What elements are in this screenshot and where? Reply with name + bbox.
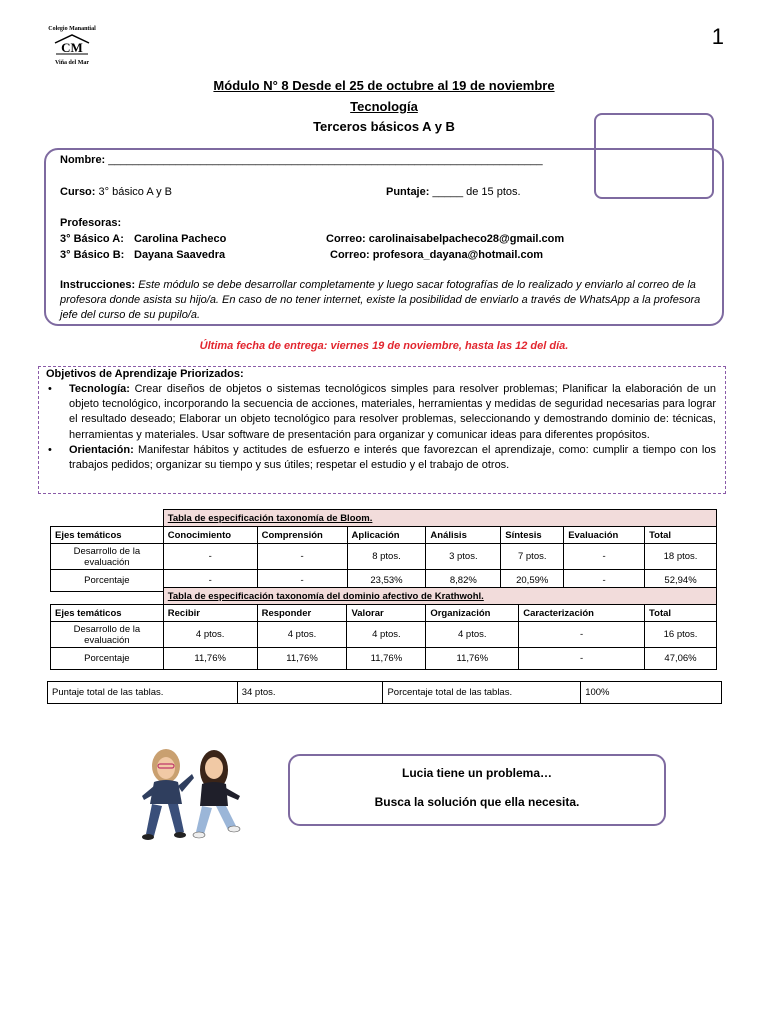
table-row — [51, 622, 717, 648]
table-cell: - — [519, 622, 645, 648]
table-cell: - — [257, 570, 347, 592]
score-field[interactable] — [386, 186, 521, 198]
teacher-b-course: 3° Básico B: — [60, 249, 125, 261]
table-cell: Porcentaje — [51, 570, 164, 592]
objective-label: Orientación: — [69, 443, 134, 456]
table-header: Ejes temáticos — [51, 605, 164, 622]
table-cell: 8,82% — [426, 570, 501, 592]
table-cell: 3 ptos. — [426, 544, 501, 570]
teacher-b-email — [330, 249, 543, 261]
teacher-b-name: Dayana Saavedra — [134, 249, 226, 261]
module-title: Módulo N° 8 Desde el 25 de octubre al 19 de noviembre — [213, 78, 555, 93]
teacher-a-course: 3° Básico A: — [60, 233, 124, 245]
table-cell: 20,59% — [501, 570, 564, 592]
bullet-icon: • — [48, 443, 52, 456]
table-cell: - — [163, 570, 257, 592]
table-cell: - — [564, 570, 645, 592]
table-header: Valorar — [347, 605, 426, 622]
table-cell: 11,76% — [347, 648, 426, 670]
bloom-header-row — [51, 527, 717, 544]
teacher-a-email-label: Correo: — [326, 233, 366, 245]
table-cell: - — [257, 544, 347, 570]
score-label: Puntaje: — [386, 186, 430, 198]
table-cell: 11,76% — [163, 648, 257, 670]
table-header: Recibir — [163, 605, 257, 622]
school-logo — [38, 26, 106, 72]
name-field[interactable] — [60, 154, 543, 166]
lucia-line-2: Busca la solución que ella necesita. — [374, 795, 580, 809]
teacher-b-email-label: Correo: — [330, 249, 370, 261]
bloom-caption: Tabla de especificación taxonomía de Bloom. — [163, 510, 716, 527]
table-row — [51, 648, 717, 670]
table-cell: Desarrollo de la evaluación — [51, 622, 164, 648]
table-header: Análisis — [426, 527, 501, 544]
table-header: Conocimiento — [163, 527, 257, 544]
course-label: Curso: — [60, 186, 96, 198]
grade-title: Terceros básicos A y B — [313, 119, 455, 134]
objective-text: Manifestar hábitos y actitudes de esfuerzo e interés que favorezcan el aprendizaje, como: cumplir a tiempo con los trabajos pedidos; organizar su tiempo y sus útiles; respetar el estudio y el trabajo de otros. — [69, 443, 716, 472]
table-header: Comprensión — [257, 527, 347, 544]
table-cell: - — [163, 544, 257, 570]
krathwohl-caption: Tabla de especificación taxonomía del dominio afectivo de Krathwohl. — [163, 588, 716, 605]
table-cell: 7 ptos. — [501, 544, 564, 570]
table-cell: Desarrollo de la evaluación — [51, 544, 164, 570]
table-header: Ejes temáticos — [51, 527, 164, 544]
teacher-a-name: Carolina Pacheco — [134, 233, 227, 245]
totals-table — [47, 681, 722, 704]
table-header: Aplicación — [347, 527, 426, 544]
objectives-title: Objetivos de Aprendizaje Priorizados: — [46, 368, 244, 380]
lucia-line-1: Lucia tiene un problema… — [401, 766, 553, 780]
table-cell: 4 ptos. — [426, 622, 519, 648]
logo-mark — [52, 33, 92, 55]
total-percent-value: 100% — [581, 682, 722, 704]
objectives-list — [46, 382, 716, 473]
instructions — [60, 278, 720, 323]
table-cell: - — [519, 648, 645, 670]
course-value: 3° básico A y B — [98, 186, 173, 198]
total-points-value: 34 ptos. — [237, 682, 383, 704]
table-header: Responder — [257, 605, 347, 622]
table-cell: 8 ptos. — [347, 544, 426, 570]
course-field — [60, 186, 172, 198]
total-points-label: Puntaje total de las tablas. — [48, 682, 238, 704]
krathwohl-header-row — [51, 605, 717, 622]
teacher-b-email-value: profesora_dayana@hotmail.com — [372, 249, 544, 261]
instructions-label: Instrucciones: — [60, 279, 136, 291]
objective-text: Crear diseños de objetos o sistemas tecnológicos simples para resolver problemas; Planificar la elaboración de un objeto tecnológico, incorporando la secuencia de acciones, materiales, herramientas y medidas de seguridad necesarias para lograr el resultado deseado; Elaborar un objeto tecnológico para resolver problemas, seleccionando y demostrando dominio de: técnicas, herramientas y materiales. Usar software de presentación para organizar y comunicar ideas para diferentes propósitos. — [69, 383, 717, 441]
table-header: Evaluación — [564, 527, 645, 544]
table-header: Organización — [426, 605, 519, 622]
logo-top-text: Colegio Manantial — [48, 26, 96, 32]
teachers-label: Profesoras: — [60, 217, 122, 229]
objective-label: Tecnología: — [69, 383, 130, 395]
specification-table — [50, 509, 717, 592]
lucia-box — [288, 754, 666, 826]
table-cell: Porcentaje — [51, 648, 164, 670]
svg-text:CM: CM — [61, 40, 83, 55]
table-cell: 4 ptos. — [347, 622, 426, 648]
bullet-icon: • — [48, 383, 52, 395]
total-percent-label: Porcentaje total de las tablas. — [383, 682, 581, 704]
table-row — [48, 682, 722, 704]
score-value: _____ de 15 ptos. — [432, 186, 521, 198]
table-cell: 52,94% — [645, 570, 717, 592]
table-header: Total — [645, 605, 717, 622]
page-number: 1 — [711, 24, 724, 49]
teacher-a-email — [326, 233, 564, 245]
table-row — [51, 544, 717, 570]
name-line: _______________________________________________________________________ — [108, 154, 543, 166]
table-cell: 18 ptos. — [645, 544, 717, 570]
logo-bottom-text: Viña del Mar — [54, 60, 90, 66]
table-cell: 4 ptos. — [257, 622, 347, 648]
instructions-text: Este módulo se debe desarrollar completamente y luego sacar fotografías de lo realizado y enviarlo al correo de la profesora donde asista su hijo/a. En caso de no tener internet, existe la posibilidad de enviarlo a través de WhatsApp a la profesora jefe del curso de su pupilo/a. — [60, 279, 701, 321]
table-header: Síntesis — [501, 527, 564, 544]
bloom-caption-row — [51, 510, 717, 527]
table-cell: 11,76% — [426, 648, 519, 670]
name-label: Nombre: — [60, 154, 106, 166]
subject-title: Tecnología — [350, 99, 418, 114]
table-cell: - — [564, 544, 645, 570]
table-cell: 11,76% — [257, 648, 347, 670]
girls-illustration — [128, 744, 258, 844]
deadline-notice: Última fecha de entrega: viernes 19 de noviembre, hasta las 12 del día. — [199, 340, 569, 352]
table-cell: 47,06% — [645, 648, 717, 670]
objective-item — [46, 443, 716, 473]
table-cell: 16 ptos. — [645, 622, 717, 648]
table-header: Caracterización — [519, 605, 645, 622]
teacher-a-email-value: carolinaisabelpacheco28@gmail.com — [368, 233, 565, 245]
table-cell: 4 ptos. — [163, 622, 257, 648]
table-cell: 23,53% — [347, 570, 426, 592]
objective-item — [46, 382, 716, 443]
krathwohl-table — [50, 587, 717, 670]
table-header: Total — [645, 527, 717, 544]
krathwohl-caption-row — [51, 588, 717, 605]
